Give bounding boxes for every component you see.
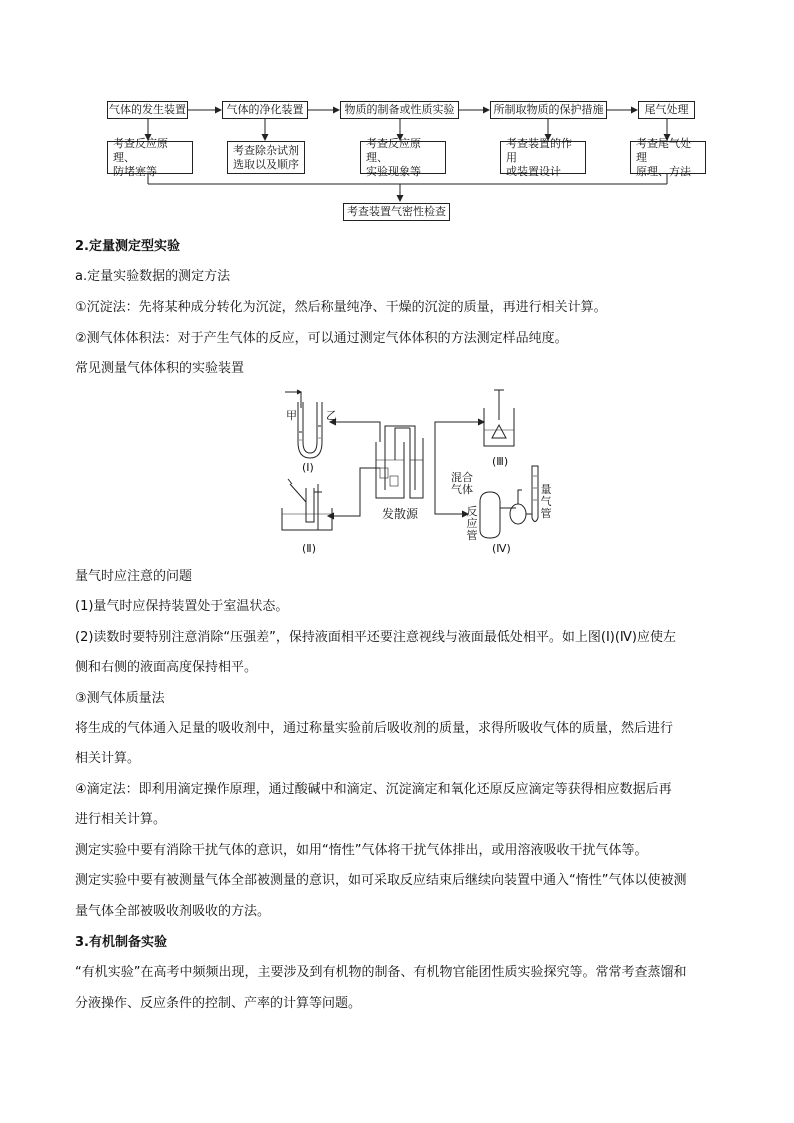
method-titration-line1: ④滴定法：即利用滴定操作原理，通过酸碱中和滴定、沉淀滴定和氧化还原反应滴定等获得相应数据后再	[75, 782, 672, 797]
section3-heading: 3.有机制备实验	[75, 935, 167, 950]
flow-detail-2-line1: 考查除杂试剂	[233, 143, 299, 157]
flow-detail-1	[107, 136, 193, 178]
flow-detail-5-line1: 考查尾气处理	[636, 136, 691, 164]
notes-title: 量气时应注意的问题	[75, 569, 193, 584]
flow-step-4: 所制取物质的保护措施	[490, 101, 607, 119]
method-precipitation: ①沉淀法：先将某种成分转化为沉淀，然后称量纯净、干燥的沉淀的质量，再进行相关计算。	[75, 300, 607, 315]
section2-sub-a: a.定量实验数据的测定方法	[75, 269, 231, 284]
extra-paragraph-2-line1: 测定实验中要有被测量气体全部被测量的意识，如可采取反应结束后继续向装置中通入“惰性”气体以使被测	[75, 873, 687, 888]
flow-step-3: 物质的制备或性质实验	[340, 101, 459, 119]
flow-detail-3-line2: 实验现象等	[366, 164, 421, 178]
burette-apparatus	[480, 466, 538, 538]
note-1: (1)量气时应保持装置处于室温状态。	[75, 599, 289, 614]
method-gas-mass-line1: 将生成的气体通入足量的吸收剂中，通过称量实验前后吸收剂的质量，求得所吸收气体的质量，然后进行	[75, 721, 674, 736]
flow-detail-4-line2: 或装置设计	[506, 164, 561, 178]
method-gas-mass-line2: 相关计算。	[75, 751, 141, 766]
label-yi: 乙	[326, 409, 337, 422]
beaker-apparatus	[484, 390, 514, 446]
note-2-line1: (2)读数时要特别注意消除“压强差”，保持液面相平还要注意视线与液面最低处相平。如上图(Ⅰ)(Ⅳ)应使左	[75, 630, 677, 645]
label-mixed-gas: 混合气体	[451, 471, 473, 496]
label-II: (Ⅱ)	[302, 542, 316, 555]
flow-detail-1-line1: 考查反应原理、	[113, 136, 168, 164]
label-gas-tube: 量气管	[540, 483, 552, 520]
flow-detail-3-line1: 考查反应原理、	[366, 136, 421, 164]
method-titration-line2: 进行相关计算。	[75, 812, 167, 827]
label-jia: 甲	[286, 409, 297, 422]
section3-line1: “有机实验”在高考中频频出现，主要涉及到有机物的制备、有机物官能团性质实验探究等。常常考查蒸馏和	[75, 965, 687, 980]
label-source: 发散源	[382, 507, 419, 521]
u-tube-apparatus	[285, 390, 322, 458]
flow-detail-3	[360, 136, 446, 178]
flow-detail-4	[500, 136, 586, 178]
section3-line2: 分液操作、反应条件的控制、产率的计算等问题。	[75, 996, 362, 1011]
flow-detail-2	[227, 141, 305, 174]
flow-detail-2-line2: 选取以及顺序	[233, 157, 299, 171]
flow-detail-1-line2: 防堵塞等	[113, 164, 157, 178]
flow-detail-5	[630, 136, 706, 178]
gas-generator	[376, 426, 423, 498]
label-IV: (Ⅳ)	[492, 542, 511, 555]
flow-final: 考查装置气密性检查	[343, 203, 450, 221]
flow-step-1: 气体的发生装置	[107, 101, 188, 119]
label-III: (Ⅲ)	[492, 455, 509, 468]
flow-detail-5-line2: 原理、方法	[636, 164, 691, 178]
extra-paragraph-1: 测定实验中要有消除干扰气体的意识，如用“惰性”气体将干扰气体排出，或用溶液吸收干扰气体等。	[75, 843, 648, 858]
flow-detail-4-line1: 考查装置的作用	[506, 136, 572, 164]
section2-heading: 2.定量测定型实验	[75, 239, 180, 254]
flow-step-5: 尾气处理	[638, 101, 695, 119]
extra-paragraph-2-line2: 量气体全部被吸收剂吸收的方法。	[75, 904, 271, 919]
label-I: (Ⅰ)	[302, 461, 314, 474]
label-reaction-tube: 反应管	[466, 505, 478, 542]
connector-lines	[328, 419, 484, 519]
apparatus-diagram	[270, 380, 560, 558]
flow-step-2: 气体的净化装置	[222, 101, 308, 119]
apparatus-intro: 常见测量气体体积的实验装置	[75, 361, 245, 376]
note-2-line2: 侧和右侧的液面高度保持相平。	[75, 660, 258, 675]
method-gas-volume: ②测气体体积法：对于产生气体的反应，可以通过测定气体体积的方法测定样品纯度。	[75, 331, 568, 346]
trough-apparatus	[282, 479, 332, 530]
method-gas-mass-title: ③测气体质量法	[75, 691, 165, 706]
